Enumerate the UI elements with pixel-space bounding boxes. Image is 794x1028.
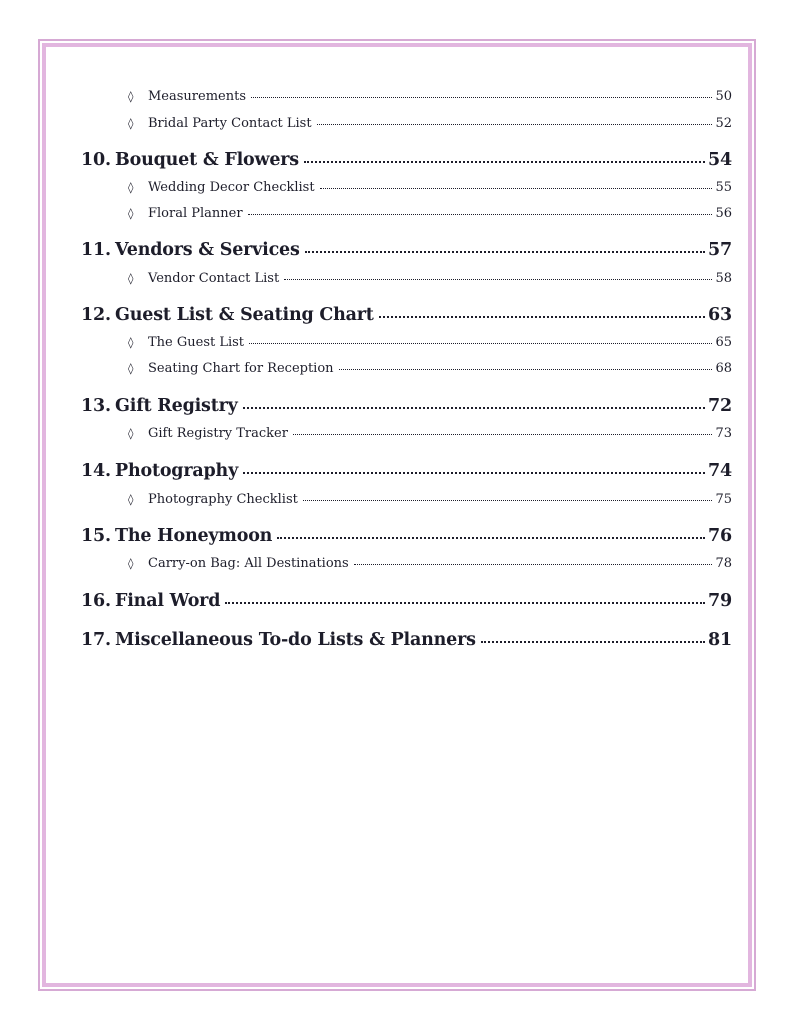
toc-entry-title: Floral Planner bbox=[148, 206, 243, 221]
toc-subentry[interactable] bbox=[81, 180, 732, 195]
toc-page-number: 63 bbox=[708, 305, 732, 325]
toc-entry-title: Vendor Contact List bbox=[148, 271, 280, 286]
dot-leader bbox=[293, 433, 712, 435]
toc-subentry[interactable] bbox=[81, 426, 732, 441]
dot-leader bbox=[248, 213, 713, 215]
toc-page-number: 56 bbox=[715, 206, 732, 221]
diamond-bullet-icon: ◊ bbox=[128, 272, 134, 285]
toc-section-title: Final Word bbox=[115, 591, 221, 611]
toc-entry-title: Carry-on Bag: All Destinations bbox=[148, 556, 349, 571]
diamond-bullet-icon: ◊ bbox=[128, 90, 134, 103]
toc-subentry[interactable] bbox=[81, 206, 732, 221]
toc-section-title: Photography bbox=[115, 461, 239, 481]
toc-page-number: 55 bbox=[715, 180, 732, 195]
dot-leader bbox=[317, 123, 713, 125]
toc-entry-title: The Guest List bbox=[148, 335, 245, 350]
dot-leader bbox=[339, 368, 713, 370]
diamond-bullet-icon: ◊ bbox=[128, 493, 134, 506]
dot-leader bbox=[304, 160, 705, 163]
toc-page-number: 52 bbox=[715, 116, 732, 131]
toc-section-number: 17. bbox=[81, 630, 111, 650]
toc-subentry[interactable] bbox=[81, 556, 732, 571]
toc-section[interactable] bbox=[81, 305, 732, 325]
toc-entry-title: Bridal Party Contact List bbox=[148, 116, 312, 131]
toc-page-number: 78 bbox=[715, 556, 732, 571]
toc-section-title: Miscellaneous To-do Lists & Planners bbox=[115, 630, 476, 650]
toc-section[interactable] bbox=[81, 396, 732, 416]
toc-section-number: 14. bbox=[81, 461, 111, 481]
dot-leader bbox=[249, 342, 712, 344]
dot-leader bbox=[305, 250, 705, 253]
toc-entry-title: Measurements bbox=[148, 89, 246, 104]
toc-page-number: 58 bbox=[715, 271, 732, 286]
toc-page-number: 65 bbox=[715, 335, 732, 350]
toc-subentry[interactable] bbox=[81, 335, 732, 350]
toc-section-title: Guest List & Seating Chart bbox=[115, 305, 374, 325]
toc-section-title: Vendors & Services bbox=[115, 240, 300, 260]
toc-page-number: 54 bbox=[708, 150, 732, 170]
toc-page-number: 81 bbox=[708, 630, 732, 650]
toc-section[interactable] bbox=[81, 630, 732, 650]
toc-subentry[interactable] bbox=[81, 361, 732, 376]
toc-entry-title: Seating Chart for Reception bbox=[148, 361, 334, 376]
toc-page-number: 50 bbox=[715, 89, 732, 104]
dot-leader bbox=[251, 96, 712, 98]
toc-page-number: 68 bbox=[715, 361, 732, 376]
toc-section-number: 13. bbox=[81, 396, 111, 416]
toc-subentry[interactable] bbox=[81, 492, 732, 507]
toc-page-number: 73 bbox=[715, 426, 732, 441]
toc-page-number: 75 bbox=[715, 492, 732, 507]
toc-entry-title: Photography Checklist bbox=[148, 492, 298, 507]
dot-leader bbox=[320, 187, 713, 189]
toc-section-number: 10. bbox=[81, 150, 111, 170]
toc-entry-title: Wedding Decor Checklist bbox=[148, 180, 315, 195]
toc-section-number: 15. bbox=[81, 526, 111, 546]
toc-page-number: 76 bbox=[708, 526, 732, 546]
diamond-bullet-icon: ◊ bbox=[128, 427, 134, 440]
dot-leader bbox=[243, 406, 705, 409]
diamond-bullet-icon: ◊ bbox=[128, 207, 134, 220]
dot-leader bbox=[225, 601, 705, 604]
toc-section-title: Bouquet & Flowers bbox=[115, 150, 299, 170]
toc-page-number: 74 bbox=[708, 461, 732, 481]
toc-subentry[interactable] bbox=[81, 116, 732, 131]
toc-subentry[interactable] bbox=[81, 89, 732, 104]
toc-section-number: 11. bbox=[81, 240, 111, 260]
toc-section-number: 12. bbox=[81, 305, 111, 325]
toc-entry-title: Gift Registry Tracker bbox=[148, 426, 288, 441]
toc-page-number: 79 bbox=[708, 591, 732, 611]
toc-page-number: 57 bbox=[708, 240, 732, 260]
dot-leader bbox=[277, 536, 705, 539]
toc-subentry[interactable] bbox=[81, 271, 732, 286]
toc-section[interactable] bbox=[81, 150, 732, 170]
toc-page-number: 72 bbox=[708, 396, 732, 416]
toc-section-title: The Honeymoon bbox=[115, 526, 273, 546]
toc-section[interactable] bbox=[81, 591, 732, 611]
diamond-bullet-icon: ◊ bbox=[128, 557, 134, 570]
dot-leader bbox=[354, 563, 713, 565]
dot-leader bbox=[303, 499, 713, 501]
diamond-bullet-icon: ◊ bbox=[128, 117, 134, 130]
dot-leader bbox=[481, 640, 705, 643]
toc-section-title: Gift Registry bbox=[115, 396, 238, 416]
dot-leader bbox=[379, 315, 705, 318]
toc-section-number: 16. bbox=[81, 591, 111, 611]
diamond-bullet-icon: ◊ bbox=[128, 181, 134, 194]
dot-leader bbox=[243, 471, 705, 474]
toc-section[interactable] bbox=[81, 240, 732, 260]
diamond-bullet-icon: ◊ bbox=[128, 336, 134, 349]
toc-section[interactable] bbox=[81, 461, 732, 481]
toc-section[interactable] bbox=[81, 526, 732, 546]
diamond-bullet-icon: ◊ bbox=[128, 362, 134, 375]
dot-leader bbox=[284, 278, 712, 280]
